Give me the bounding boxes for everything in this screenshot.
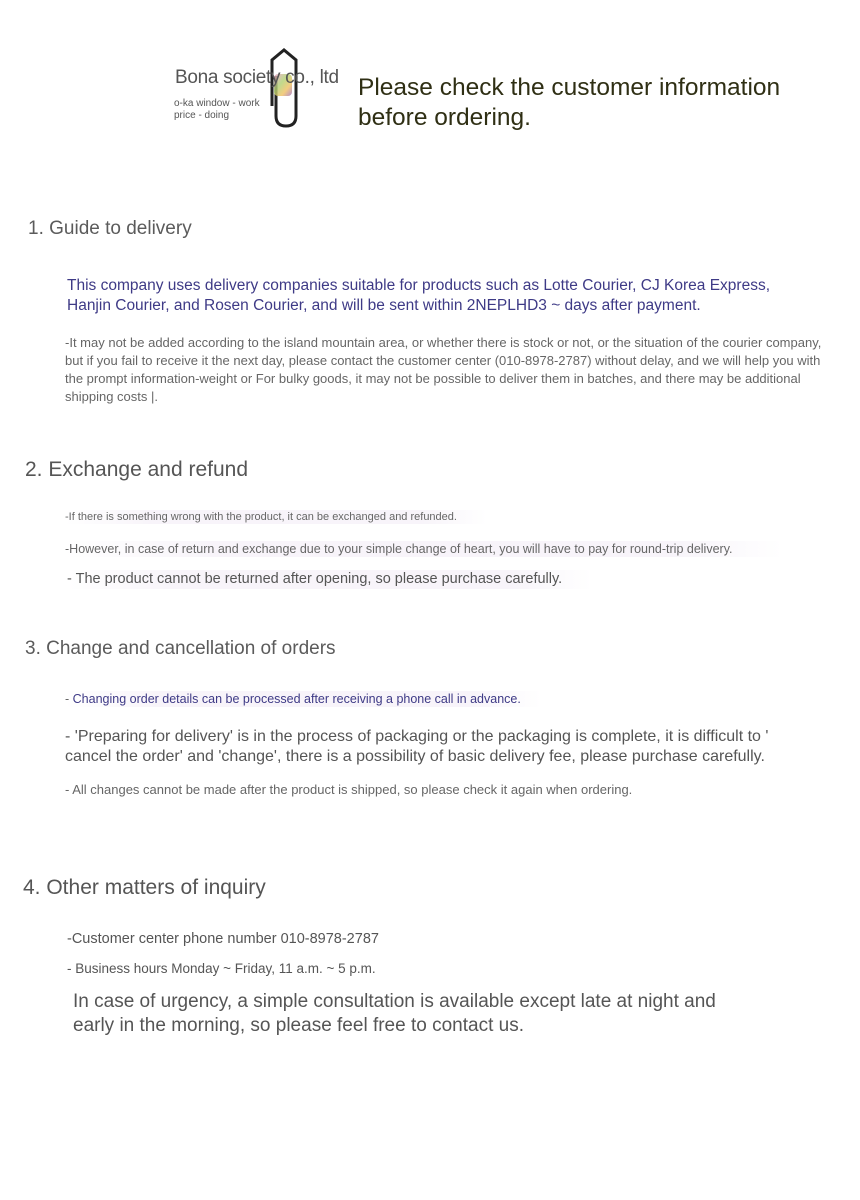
- change-line-3: - All changes cannot be made after the product is shipped, so please check it again when ordering.: [65, 782, 633, 797]
- company-logo: [172, 44, 342, 134]
- inquiry-hours: - Business hours Monday ~ Friday, 11 a.m. ~ 5 p.m.: [67, 961, 376, 976]
- section-heading-change: 3. Change and cancellation of orders: [25, 638, 336, 659]
- logo-company-name: Bona society co., ltd: [175, 67, 339, 88]
- change-line-2: - 'Preparing for delivery' is in the process of packaging or the packaging is complete, it is difficult to ' cancel the order' and 'change', there is a possibility of basic delivery fee, please purchase carefully.: [65, 728, 769, 765]
- delivery-intro: This company uses delivery companies suitable for products such as Lotte Courier, CJ Korea Express, Hanjin Courier, and Rosen Courier, and will be sent within 2NEPLHD3 ~ days after payment.: [67, 277, 770, 314]
- page-headline: Please check the customer information before ordering.: [358, 74, 781, 131]
- exchange-line-3: - The product cannot be returned after opening, so please purchase carefully.: [67, 570, 592, 589]
- exchange-line-2: -However, in case of return and exchange due to your simple change of heart, you will have to pay for round-trip delivery.: [65, 541, 783, 557]
- logo-tagline: o-ka window - work price - doing: [174, 98, 260, 121]
- exchange-line-1: -If there is something wrong with the product, it can be exchanged and refunded.: [65, 510, 487, 524]
- inquiry-phone: -Customer center phone number 010-8978-2787: [67, 931, 379, 947]
- inquiry-urgency: In case of urgency, a simple consultation is available except late at night and early in the morning, so please feel free to contact us.: [73, 991, 716, 1036]
- change-line-1: [65, 691, 541, 707]
- change-line-1-text: Changing order details can be processed after receiving a phone call in advance.: [72, 692, 521, 706]
- section-heading-inquiry: 4. Other matters of inquiry: [23, 876, 266, 899]
- section-heading-exchange: 2. Exchange and refund: [25, 458, 249, 481]
- delivery-note: -It may not be added according to the island mountain area, or whether there is stock or not, or the situation of the courier company, but if you fail to receive it the next day, please contact the customer center (010-8978-2787) without delay, and we will help you with the prompt information-weight or For bulky goods, it may not be possible to deliver them in batches, and there may be additional shipping costs |.: [65, 335, 822, 404]
- section-heading-delivery: 1. Guide to delivery: [28, 218, 192, 239]
- change-line-1-dash: -: [65, 692, 73, 706]
